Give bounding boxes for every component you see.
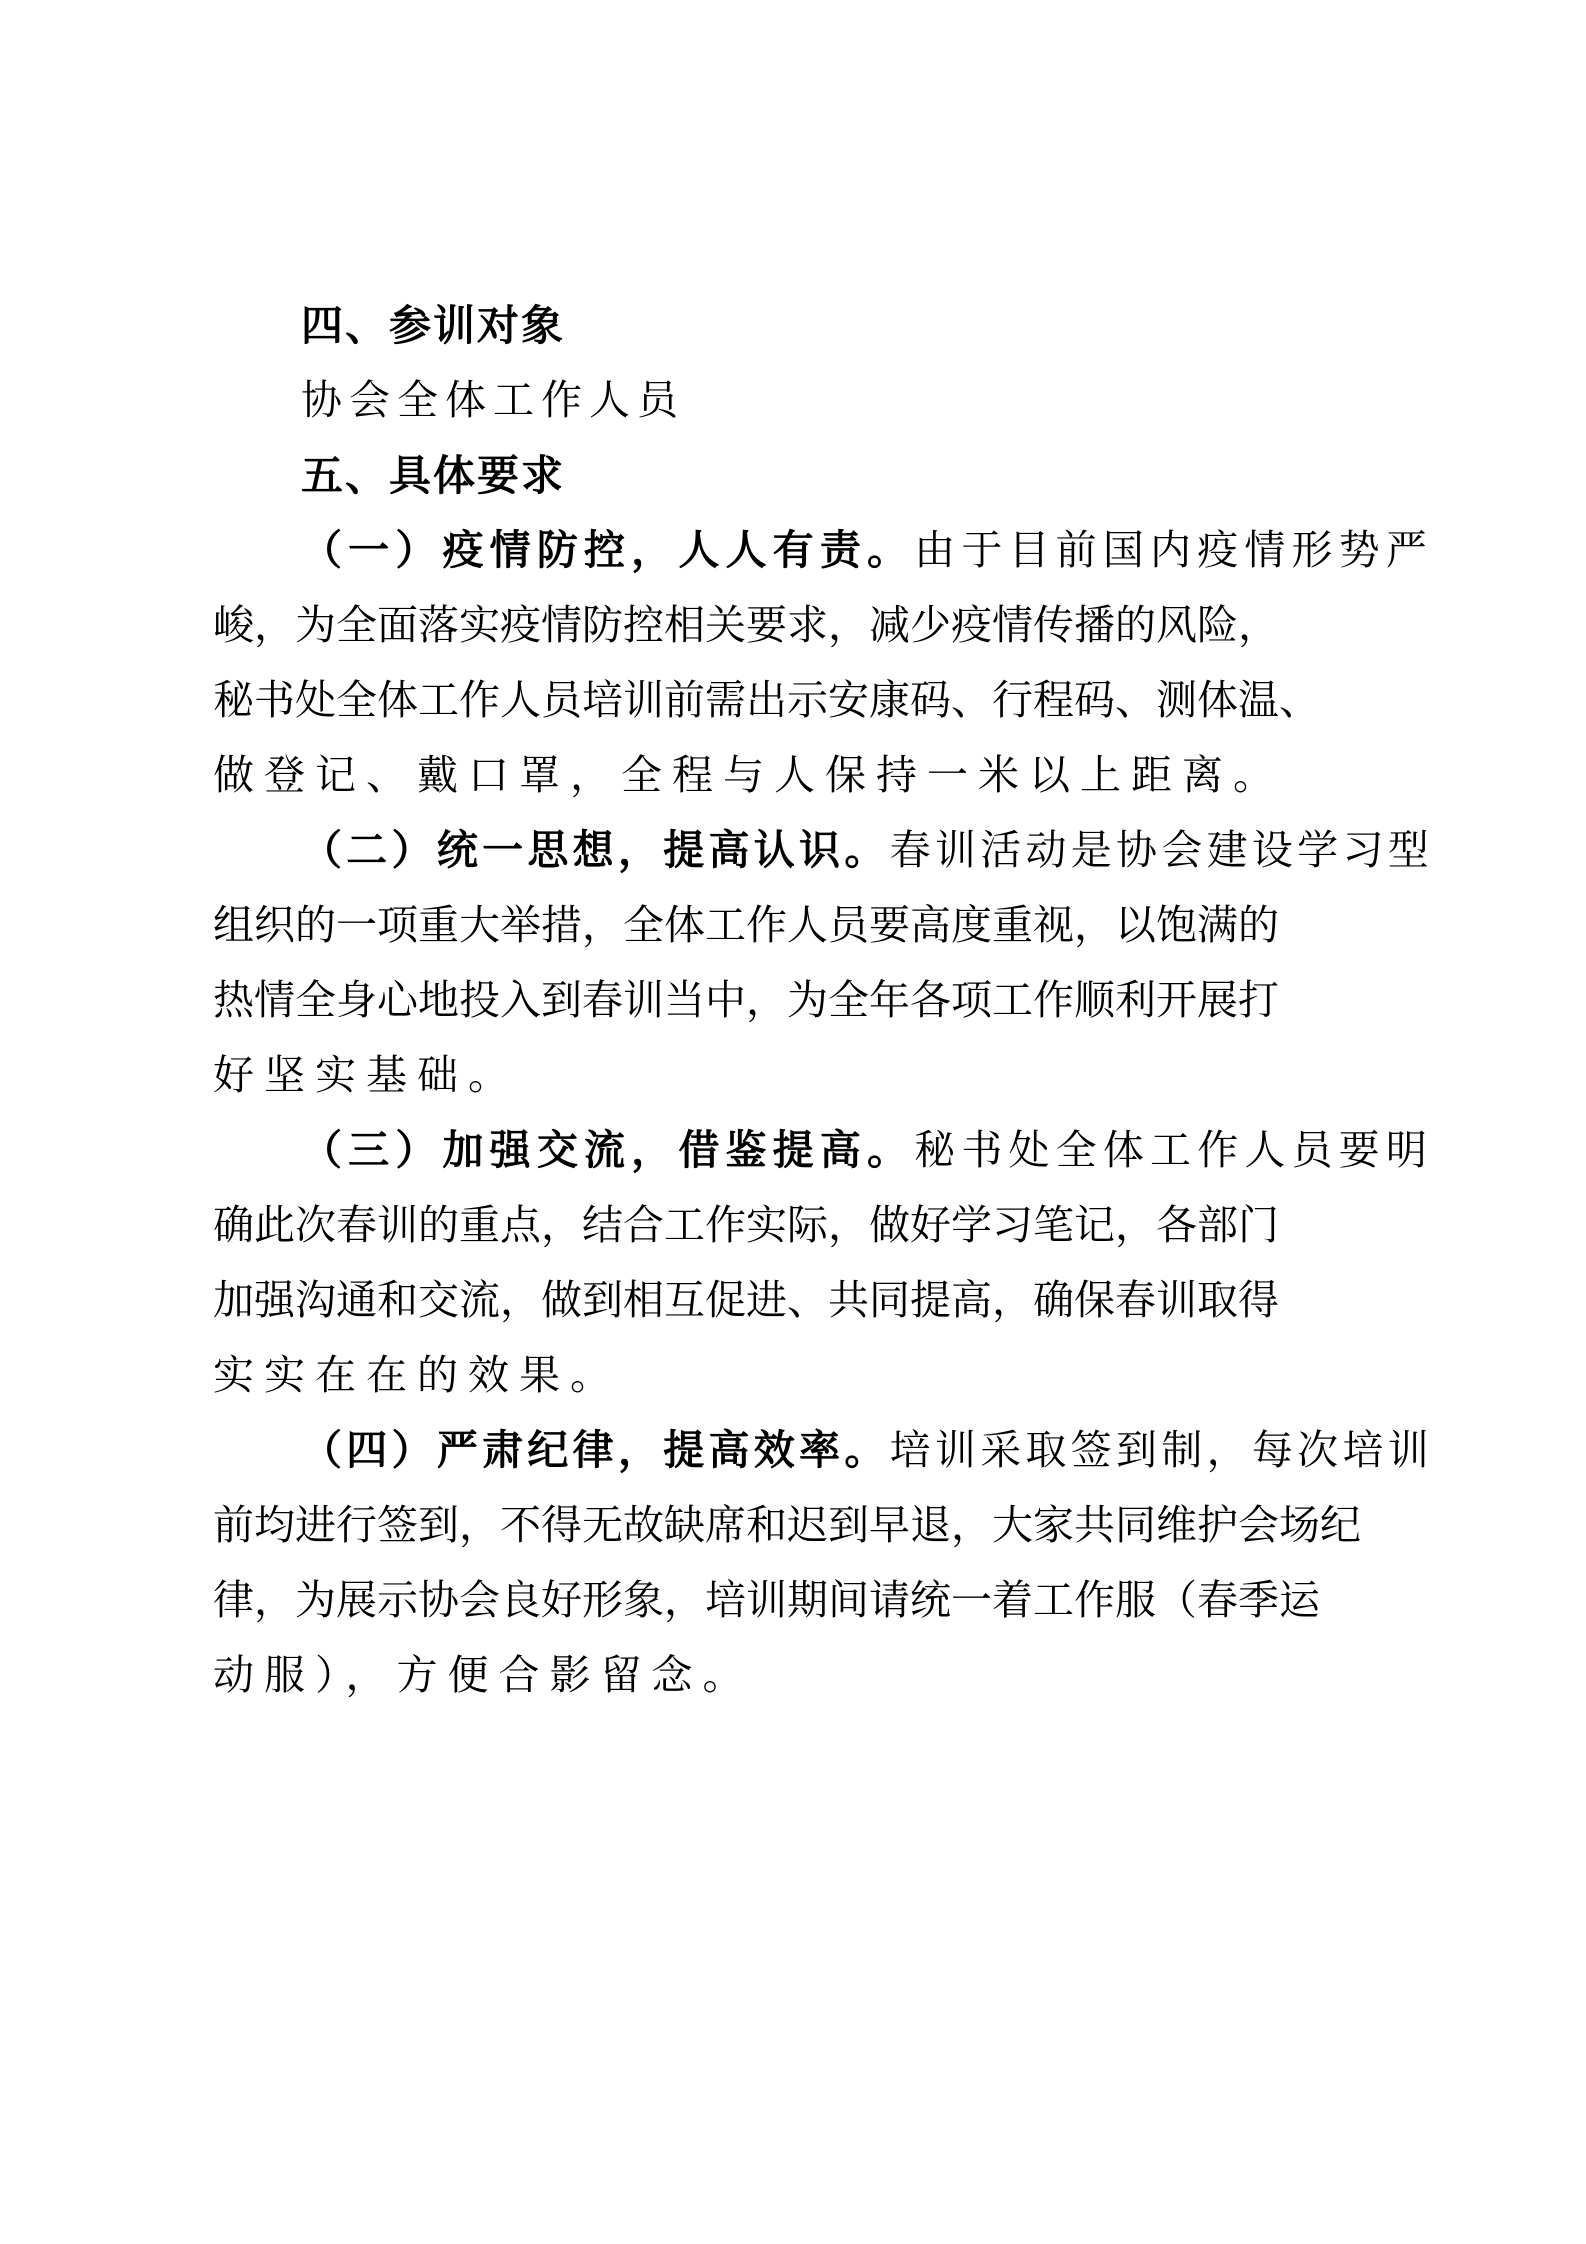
paragraph-line: 加强沟通和交流，做到相互促进、共同提高，确保春训取得 — [213, 1276, 1279, 1324]
paragraph-line: 好坚实基础。 — [213, 1051, 519, 1099]
requirement-item-2 — [213, 813, 1433, 1113]
paragraph-line: 峻，为全面落实疫情防控相关要求，减少疫情传播的风险， — [213, 601, 1279, 649]
participants-body: 协会全体工作人员 — [301, 376, 685, 424]
paragraph-line: 热情全身心地投入到春训当中，为全年各项工作顺利开展打 — [213, 976, 1279, 1024]
paragraph-text: 培训采取签到制，每次培训 — [889, 1426, 1433, 1474]
requirement-lead: （三）加强交流，借鉴提高。 — [301, 1126, 915, 1174]
paragraph-line: 实实在在的效果。 — [213, 1351, 621, 1399]
section-heading-participants: 四、参训对象 — [301, 301, 566, 350]
requirement-lead: （四）严肃纪律，提高效率。 — [301, 1426, 890, 1474]
requirement-item-1 — [213, 513, 1433, 813]
requirement-lead: （二）统一思想，提高认识。 — [301, 826, 890, 874]
paragraph-first-line — [213, 1413, 1433, 1488]
paragraph-line: 动服），方便合影留念。 — [213, 1651, 754, 1699]
requirement-item-4 — [213, 1413, 1433, 1713]
paragraph-text: 春训活动是协会建设学习型 — [889, 826, 1433, 874]
paragraph-line: 前均进行签到，不得无故缺席和迟到早退，大家共同维护会场纪 — [213, 1501, 1361, 1549]
requirement-lead: （一）疫情防控，人人有责。 — [301, 526, 915, 574]
paragraph-line: 确此次春训的重点，结合工作实际，做好学习笔记，各部门 — [213, 1201, 1279, 1249]
paragraph-line: 律，为展示协会良好形象，培训期间请统一着工作服（春季运 — [213, 1576, 1320, 1624]
paragraph-first-line — [213, 813, 1433, 888]
paragraph-first-line — [213, 513, 1433, 588]
paragraph-text: 秘书处全体工作人员要明 — [914, 1126, 1434, 1174]
paragraph-line: 组织的一项重大举措，全体工作人员要高度重视，以饱满的 — [213, 901, 1279, 949]
paragraph-line: 秘书处全体工作人员培训前需出示安康码、行程码、测体温、 — [213, 676, 1320, 724]
paragraph-text: 由于目前国内疫情形势严 — [914, 526, 1434, 574]
paragraph-first-line — [213, 1113, 1433, 1188]
section-heading-requirements: 五、具体要求 — [301, 451, 566, 500]
document-page — [213, 288, 1433, 1713]
requirement-item-3 — [213, 1113, 1433, 1413]
paragraph-line: 做登记、戴口罩，全程与人保持一米以上距离。 — [213, 751, 1284, 799]
